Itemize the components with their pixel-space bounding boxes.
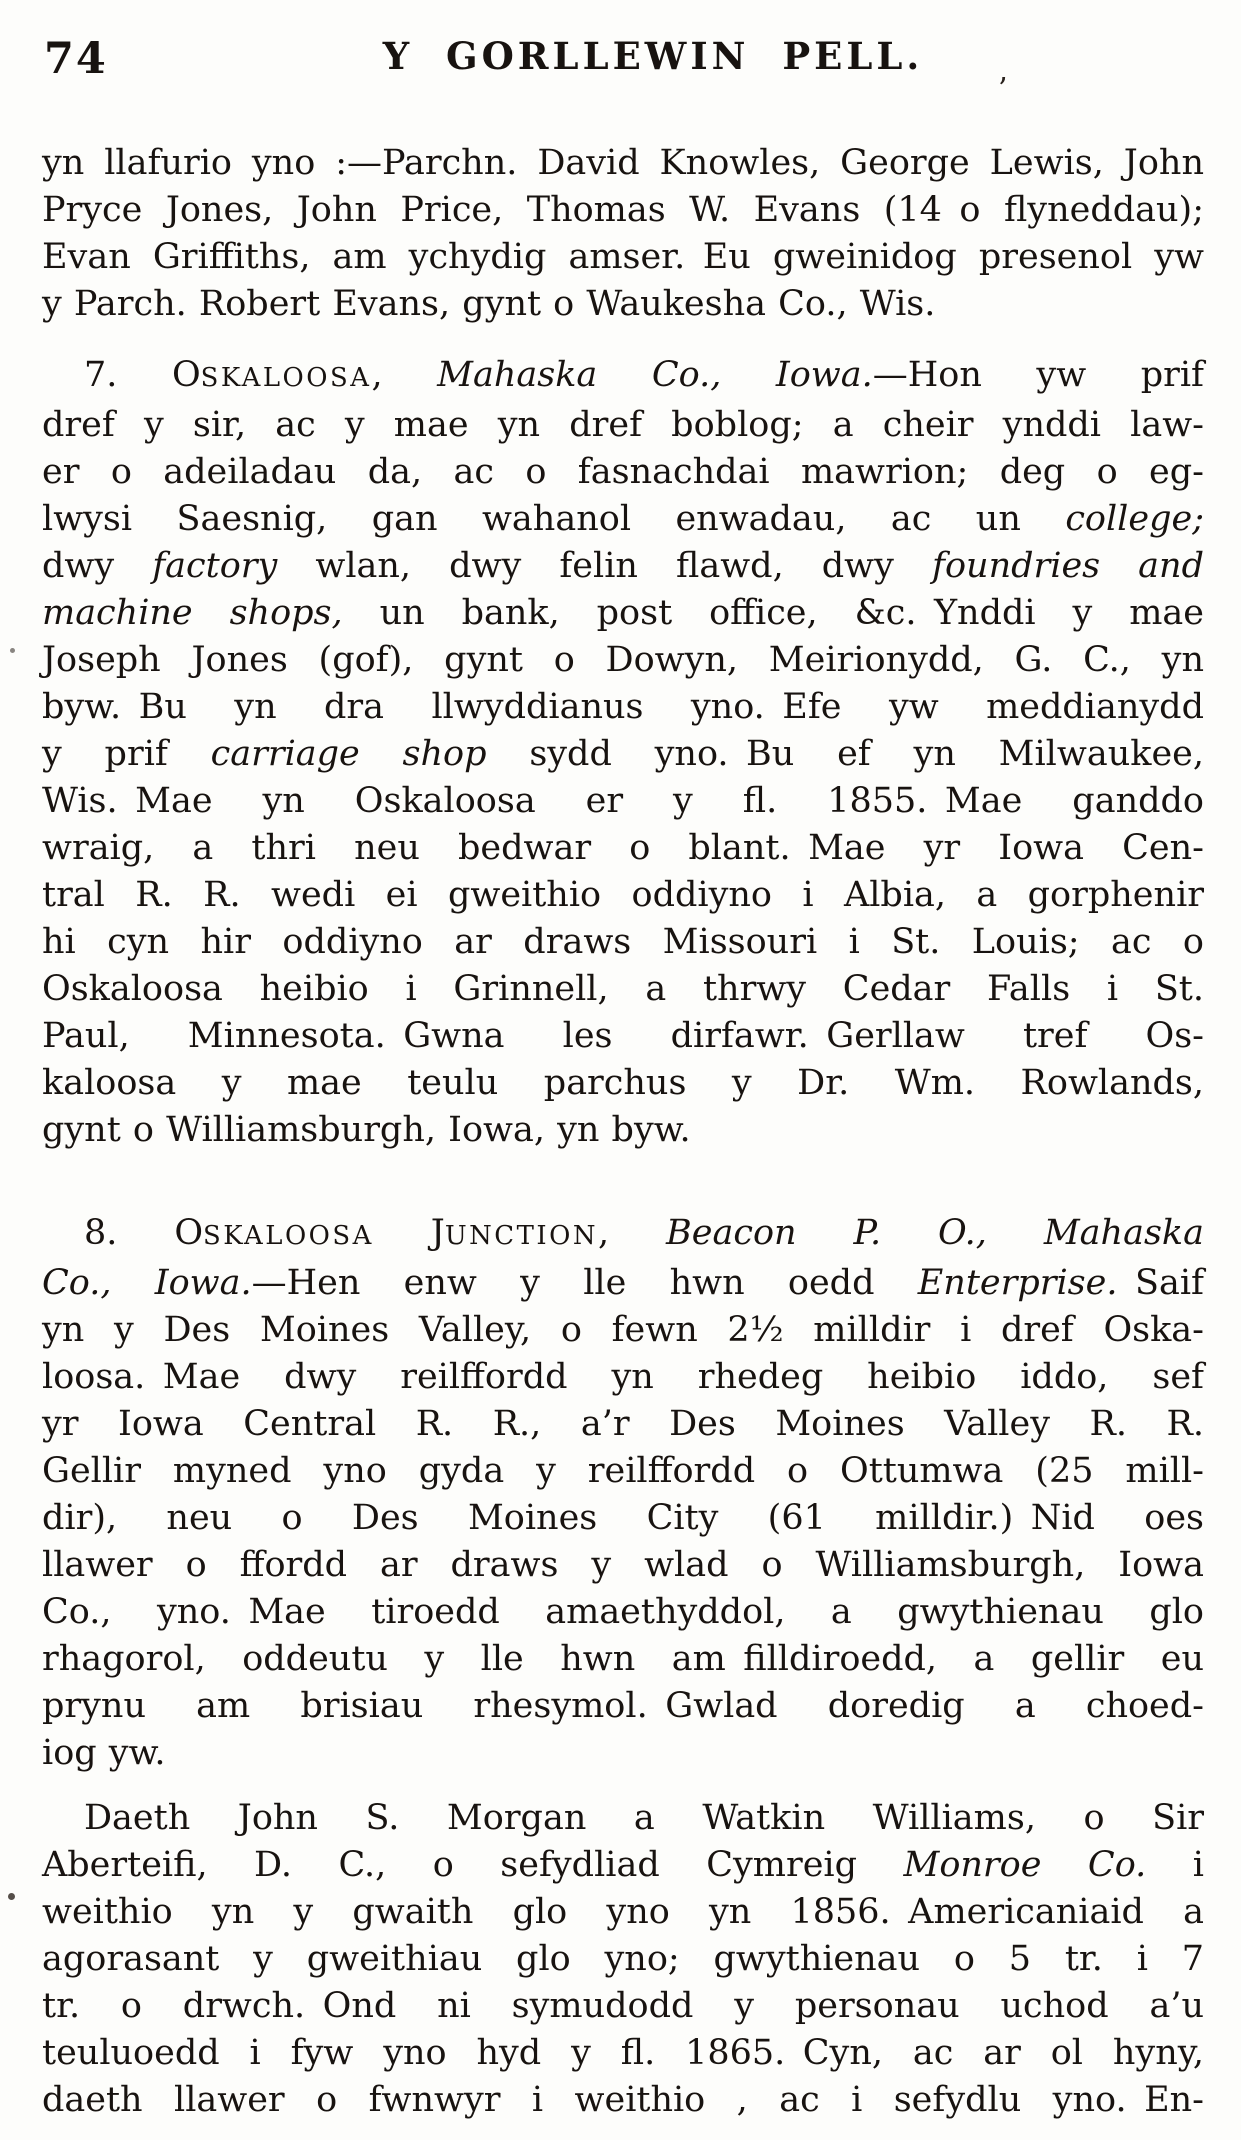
ink-speck [10,648,15,653]
page-number: 74 [44,34,108,84]
text-line: er o adeiladau da, ac o fasnachdai mawrion; deg o eg- [42,452,1204,492]
continuation-paragraph [42,140,1204,328]
ink-speck [8,1893,15,1900]
entry-8-oskaloosa-junction [42,1210,1204,1777]
text-line: gynt o Williamsburgh, Iowa, yn byw. [42,1110,691,1150]
text-line: Pryce Jones, John Price, Thomas W. Evans (14 o flyneddau); [42,190,1204,230]
text-line: Wis. Mae yn Oskaloosa er y fl. 1855. Mae ganddo [42,781,1204,821]
text-line: prynu am brisiau rhesymol. Gwlad doredig a choed- [42,1686,1204,1726]
text-line: daeth llawer o fwnwyr i weithio , ac i sefydlu yno. En- [42,2080,1204,2120]
text-line: dwy factory wlan, dwy felin flawd, dwy foundries and [42,546,1204,586]
text-line: Co., yno. Mae tiroedd amaethyddol, a gwythienau glo [42,1592,1204,1632]
john-s-morgan-paragraph [42,1795,1204,2124]
entry-7-oskaloosa [42,352,1204,1154]
text-line: tral R. R. wedi ei gweithio oddiyno i Albia, a gorphenir [42,875,1204,915]
running-title: Y GORLLEWIN PELL. [382,34,924,78]
text-line: Daeth John S. Morgan a Watkin Williams, o Sir [84,1798,1204,1838]
text-line: Co., Iowa.—Hen enw y lle hwn oedd Enterprise. Saif [42,1263,1204,1303]
text-line: iog yw. [42,1733,166,1773]
text-line: lwysi Saesnig, gan wahanol enwadau, ac un college; [42,499,1204,539]
text-line: Gellir myned yno gyda y reilffordd o Ottumwa (25 mill- [42,1451,1204,1491]
text-line: Joseph Jones (gof), gynt o Dowyn, Meirionydd, G. C., yn [42,640,1204,680]
page-header [42,34,1204,86]
text-line: teuluoedd i fyw yno hyd y fl. 1865. Cyn, ac ar ol hyny, [42,2033,1204,2073]
text-line: tr. o drwch. Ond ni symudodd y personau uchod a’u [42,1986,1204,2026]
text-line: Aberteifi, D. C., o sefydliad Cymreig Monroe Co. i [42,1845,1204,1885]
ink-speck: ’ [998,72,1008,107]
text-line: rhagorol, oddeutu y lle hwn am filldiroedd, a gellir eu [42,1639,1204,1679]
text-line: wraig, a thri neu bedwar o blant. Mae yr Iowa Cen- [42,828,1204,868]
text-line: machine shops, un bank, post office, &c. Ynddi y mae [42,593,1204,633]
text-line: Paul, Minnesota. Gwna les dirfawr. Gerllaw tref Os- [42,1016,1204,1056]
text-line: llawer o ffordd ar draws y wlad o Williamsburgh, Iowa [42,1545,1204,1585]
page-body [42,140,1204,2124]
text-line: dref y sir, ac y mae yn dref boblog; a cheir ynddi law- [42,405,1204,445]
text-line: Oskaloosa heibio i Grinnell, a thrwy Cedar Falls i St. [42,969,1204,1009]
text-line: dir), neu o Des Moines City (61 milldir.) Nid oes [42,1498,1204,1538]
text-line: yn llafurio yno :—Parchn. David Knowles, George Lewis, John [42,143,1204,183]
text-line: loosa. Mae dwy reilffordd yn rhedeg heibio iddo, sef [42,1357,1204,1397]
text-line: hi cyn hir oddiyno ar draws Missouri i St. Louis; ac o [42,922,1204,962]
text-line: y Parch. Robert Evans, gynt o Waukesha Co., Wis. [42,284,936,324]
text-line: yr Iowa Central R. R., a’r Des Moines Valley R. R. [42,1404,1204,1444]
text-line: weithio yn y gwaith glo yno yn 1856. Americaniaid a [42,1892,1204,1932]
text-line: agorasant y gweithiau glo yno; gwythienau o 5 tr. i 7 [42,1939,1204,1979]
text-line: 8. OSKALOOSA JUNCTION, Beacon P. O., Mahaska [84,1213,1204,1253]
text-line: kaloosa y mae teulu parchus y Dr. Wm. Rowlands, [42,1063,1204,1103]
text-line: y prif carriage shop sydd yno. Bu ef yn Milwaukee, [42,734,1205,774]
text-line: byw. Bu yn dra llwyddianus yno. Efe yw meddianydd [42,687,1204,727]
text-line: yn y Des Moines Valley, o fewn 2½ milldir i dref Oska- [42,1310,1204,1350]
text-line: 7. OSKALOOSA, Mahaska Co., Iowa.—Hon yw prif [84,355,1204,395]
text-line: Evan Griffiths, am ychydig amser. Eu gweinidog presenol yw [42,237,1204,277]
